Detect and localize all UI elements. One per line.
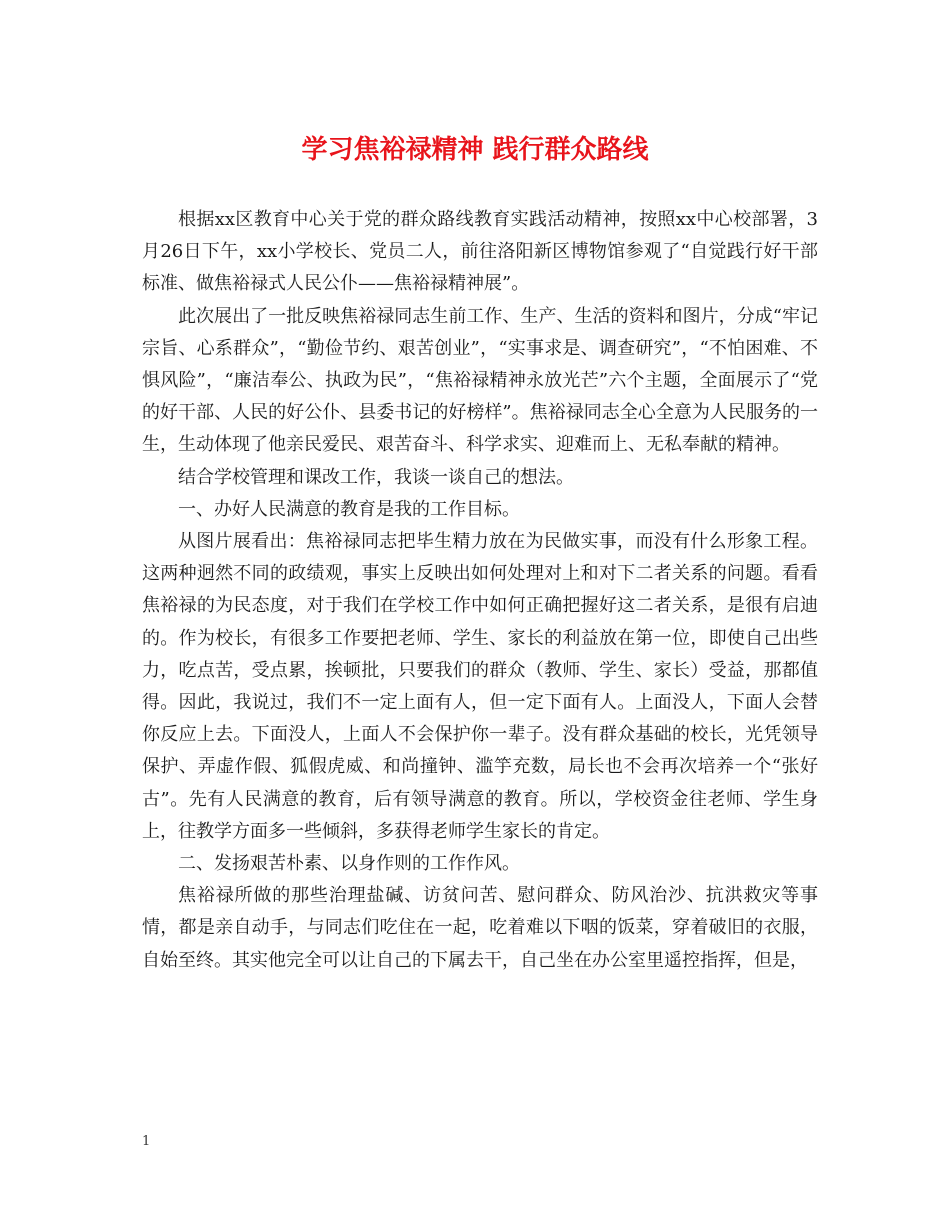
paragraph-3: 结合学校管理和课改工作，我谈一谈自己的想法。	[178, 466, 574, 488]
paragraph-4: 从图片展看出：焦裕禄同志把毕生精力放在为民做实事，而没有什么形象工程。这两种迥然不同的政绩观，事实上反映出如何处理对上和对下二者关系的问题。看看焦裕禄的为民态度，对于我们在学校工作中如何正确把握好这二者关系，是很有启迪的。作为校长，有很多工作要把老师、学生、家长的利益放在第一位，即使自己出些力，吃点苦，受点累，挨顿批，只要我们的群众（教师、学生、家长）受益，那都值得。因此，我说过，我们不一定上面有人，但一定下面有人。上面没人，下面人会替你反应上去。下面没人，上面人不会保护你一辈子。没有群众基础的校长，光凭领导保护、弄虚作假、狐假虎威、和尚撞钟、滥竽充数，局长也不会再次培养一个“张好古”。先有人民满意的教育，后有领导满意的教育。所以，学校资金往老师、学生身上，往教学方面多一些倾斜，多获得老师学生家长的肯定。	[142, 531, 818, 842]
page-number: 1	[142, 1134, 151, 1149]
section-heading-1: 一、办好人民满意的教育是我的工作目标。	[178, 498, 520, 520]
document-title: 学习焦裕禄精神 践行群众路线	[301, 135, 649, 165]
paragraph-5: 焦裕禄所做的那些治理盐碱、访贫问苦、慰问群众、防风治沙、抗洪救灾等事情，都是亲自动手，与同志们吃住在一起，吃着难以下咽的饭菜，穿着破旧的衣服，自始至终。其实他完全可以让自己的下属去干，自己坐在办公室里遥控指挥，但是，	[142, 885, 818, 971]
document-body	[142, 204, 818, 977]
paragraph-1: 根据xx区教育中心关于党的群众路线教育实践活动精神，按照xx中心校部署，3月26日下午，xx小学校长、党员二人，前往洛阳新区博物馆参观了“自觉践行好干部标准、做焦裕禄式人民公仆——焦裕禄精神展”。	[142, 209, 818, 295]
paragraph-2: 此次展出了一批反映焦裕禄同志生前工作、生产、生活的资料和图片，分成“牢记宗旨、心系群众”，“勤俭节约、艰苦创业”，“实事求是、调查研究”，“不怕困难、不惧风险”，“廉洁奉公、执政为民”，“焦裕禄精神永放光芒”六个主题，全面展示了“党的好干部、人民的好公仆、县委书记的好榜样”。焦裕禄同志全心全意为人民服务的一生，生动体现了他亲民爱民、艰苦奋斗、科学求实、迎难而上、无私奉献的精神。	[142, 305, 818, 456]
section-heading-2: 二、发扬艰苦朴素、以身作则的工作作风。	[178, 853, 520, 875]
